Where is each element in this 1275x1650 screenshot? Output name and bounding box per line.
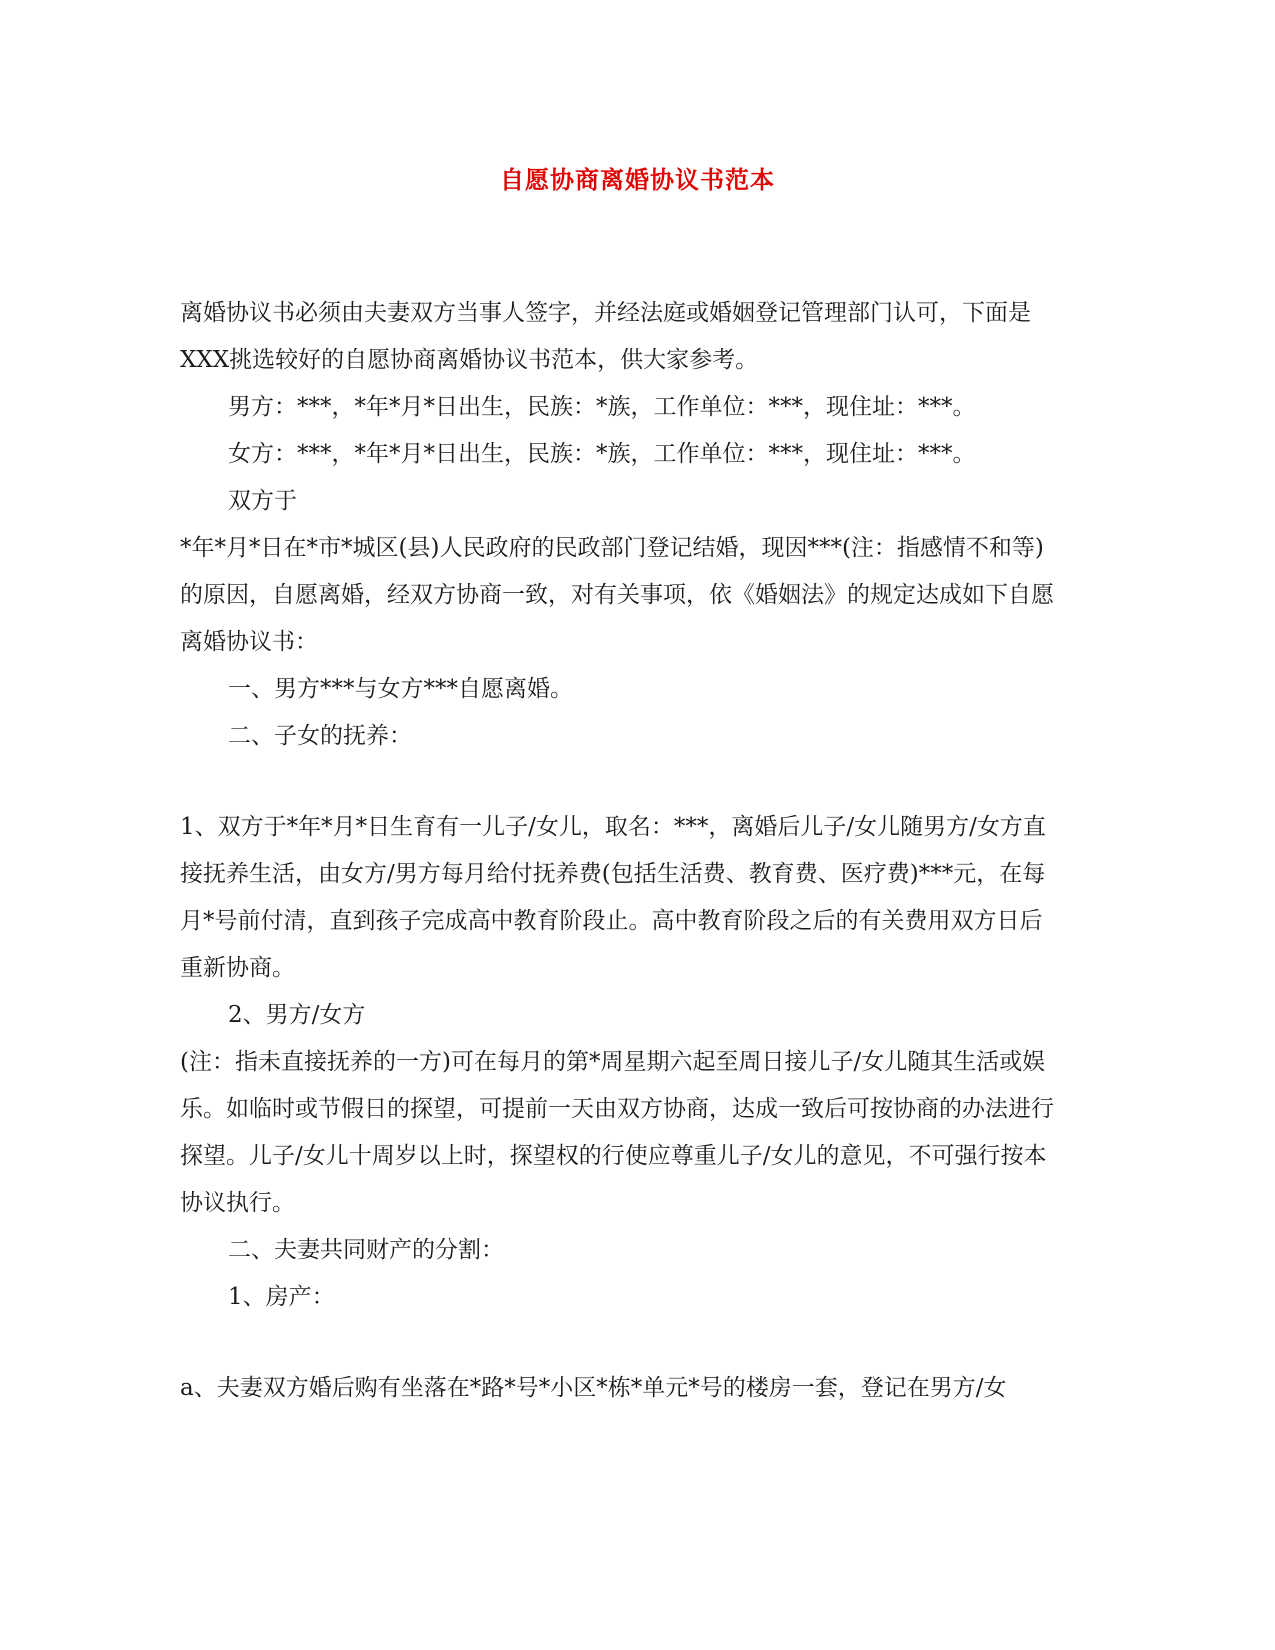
paragraph-male-party: 男方：***，*年*月*日出生，民族：*族，工作单位：***，现住址：***。 bbox=[228, 394, 976, 420]
paragraph-visitation: (注：指未直接抚养的一方)可在每月的第*周星期六起至周日接儿子/女儿随其生活或娱乐。如临时或节假日的探望，可提前一天由双方协商，达成一致后可按协商的办法进行探望。儿子/女儿十周岁以上时，探望权的行使应尊重儿子/女儿的意见，不可强行按本协议执行。 bbox=[180, 1049, 1054, 1216]
paragraph-clause-1: 一、男方***与女方***自愿离婚。 bbox=[228, 676, 573, 702]
paragraph-both-parties: 双方于 bbox=[228, 488, 297, 514]
paragraph-visitation-heading: 2、男方/女方 bbox=[228, 1002, 366, 1028]
paragraph-property-heading: 二、夫妻共同财产的分割： bbox=[228, 1237, 504, 1263]
paragraph-marriage-registration: *年*月*日在*市*城区(县)人民政府的民政部门登记结婚，现因***(注：指感情不和等)的原因，自愿离婚，经双方协商一致，对有关事项，依《婚姻法》的规定达成如下自愿离婚协议书： bbox=[180, 535, 1054, 655]
document-body bbox=[180, 290, 1060, 1412]
paragraph-clause-2-heading: 二、子女的抚养： bbox=[228, 723, 412, 749]
paragraph-female-party: 女方：***，*年*月*日出生，民族：*族，工作单位：***，现住址：***。 bbox=[228, 441, 976, 467]
spacer bbox=[180, 1321, 1060, 1365]
paragraph-child-custody: 1、双方于*年*月*日生育有一儿子/女儿，取名：***，离婚后儿子/女儿随男方/女方直接抚养生活，由女方/男方每月给付抚养费(包括生活费、教育费、医疗费)***元，在每月*号前付清，直到孩子完成高中教育阶段止。高中教育阶段之后的有关费用双方日后重新协商。 bbox=[180, 814, 1046, 981]
paragraph-intro: 离婚协议书必须由夫妻双方当事人签字，并经法庭或婚姻登记管理部门认可，下面是XXX挑选较好的自愿协商离婚协议书范本，供大家参考。 bbox=[180, 300, 1031, 373]
paragraph-real-estate-heading: 1、房产： bbox=[228, 1284, 335, 1310]
spacer bbox=[180, 760, 1060, 804]
document-title: 自愿协商离婚协议书范本 bbox=[500, 165, 775, 194]
paragraph-real-estate-a: a、夫妻双方婚后购有坐落在*路*号*小区*栋*单元*号的楼房一套，登记在男方/女 bbox=[180, 1375, 1007, 1401]
